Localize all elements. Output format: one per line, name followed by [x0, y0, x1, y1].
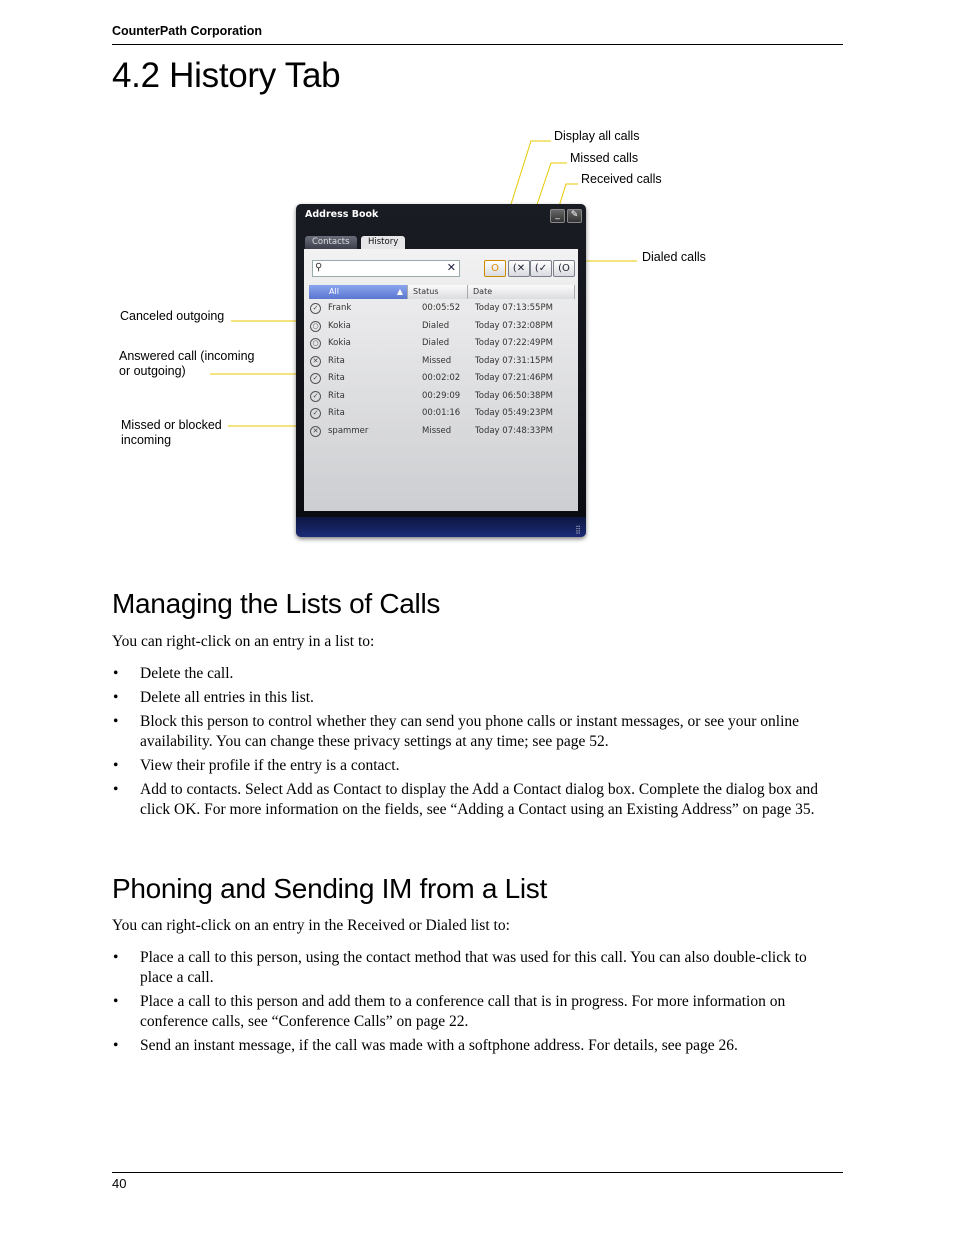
- list-item: • View their profile if the entry is a contact.: [112, 756, 842, 776]
- row-status: Dialed: [422, 320, 450, 331]
- call-status-icon: ○: [310, 338, 321, 349]
- sort-ascending-icon: ▲: [396, 287, 403, 296]
- page-number: 40: [112, 1176, 127, 1191]
- row-name: Rita: [328, 390, 345, 401]
- callout-dialed: Dialed calls: [642, 250, 706, 264]
- managing-list: [112, 664, 842, 824]
- table-row[interactable]: [309, 424, 575, 442]
- callout-missed-blocked-line1: Missed or blocked: [121, 418, 222, 432]
- call-status-icon: ✓: [310, 408, 321, 419]
- table-row[interactable]: [309, 319, 575, 337]
- window-footer-bar: [296, 517, 586, 537]
- minimize-button[interactable]: _: [550, 209, 565, 223]
- address-book-window: [296, 204, 586, 537]
- row-status: 00:29:09: [422, 390, 461, 401]
- phoning-heading: Phoning and Sending IM from a List: [112, 873, 547, 904]
- call-status-icon: ✓: [310, 391, 321, 402]
- column-header-all-label: All: [329, 287, 339, 296]
- resize-grip-icon[interactable]: ⣿: [575, 525, 581, 534]
- row-date: Today 07:21:46PM: [475, 373, 553, 383]
- row-status: Dialed: [422, 338, 450, 348]
- call-status-icon: ✓: [310, 373, 321, 384]
- call-status-icon: ○: [310, 321, 321, 332]
- company-name: CounterPath Corporation: [112, 24, 262, 38]
- row-name: spammer: [328, 425, 369, 436]
- callout-answered: [119, 349, 254, 379]
- table-row[interactable]: [309, 406, 575, 424]
- managing-lead: You can right-click on an entry in a list to:: [112, 633, 375, 650]
- callout-answered-line2: or outgoing): [119, 364, 186, 378]
- callout-canceled-outgoing: Canceled outgoing: [120, 309, 225, 323]
- managing-heading: Managing the Lists of Calls: [112, 588, 441, 619]
- row-status: Missed: [422, 355, 452, 366]
- row-status: 00:01:16: [422, 408, 461, 418]
- row-name: Kokia: [328, 338, 351, 348]
- callout-answered-line1: Answered call (incoming: [119, 349, 255, 363]
- window-title: Address Book: [305, 209, 379, 220]
- table-row[interactable]: [309, 389, 575, 407]
- row-name: Kokia: [328, 320, 351, 331]
- row-date: Today 07:22:49PM: [475, 338, 553, 348]
- table-row[interactable]: [309, 354, 575, 372]
- call-status-icon: ✓: [310, 303, 321, 314]
- row-date: Today 07:31:15PM: [475, 355, 553, 366]
- tab-history[interactable]: History: [361, 236, 405, 249]
- row-date: Today 07:32:08PM: [475, 320, 553, 331]
- filter-received-calls-button[interactable]: (✓: [530, 260, 552, 277]
- row-status: 00:02:02: [422, 373, 461, 383]
- filter-all-calls-button[interactable]: O: [484, 260, 506, 277]
- phoning-lead: You can right-click on an entry in the Received or Dialed list to:: [112, 917, 510, 934]
- row-name: Rita: [328, 408, 345, 418]
- callout-missed: Missed calls: [570, 151, 639, 165]
- phoning-list: [112, 948, 842, 1060]
- row-date: Today 07:13:55PM: [475, 303, 553, 313]
- row-name: Rita: [328, 373, 345, 383]
- clear-search-button[interactable]: ✕: [446, 261, 456, 274]
- list-item: • Add to contacts. Select Add as Contact to display the Add a Contact dialog box. Complete the dialog box and click OK. For more information on the fields, see “Adding a Contact using an Existing Address” on page 35.: [112, 780, 842, 820]
- callout-missed-blocked-line2: incoming: [121, 433, 172, 447]
- edit-icon[interactable]: ✎: [567, 209, 582, 223]
- row-date: Today 05:49:23PM: [475, 408, 553, 418]
- callout-missed-blocked: [121, 418, 222, 448]
- table-row[interactable]: [309, 371, 575, 389]
- column-header-date[interactable]: Date: [468, 285, 575, 299]
- row-name: Rita: [328, 355, 345, 366]
- list-item: • Place a call to this person, using the contact method that was used for this call. You can also double-click to place a call.: [112, 948, 842, 988]
- list-item: • Place a call to this person and add them to a conference call that is in progress. For more information on conference calls, see “Conference Calls” on page 22.: [112, 992, 842, 1032]
- row-status: 00:05:52: [422, 303, 461, 313]
- list-item: • Block this person to control whether they can send you phone calls or instant messages, or see your online availability. You can change these privacy settings at any time; see page 52.: [112, 712, 842, 752]
- list-item: • Delete all entries in this list.: [112, 688, 842, 708]
- filter-missed-calls-button[interactable]: (✕: [508, 260, 530, 277]
- row-name: Frank: [328, 303, 352, 313]
- call-status-icon: ✕: [310, 356, 321, 367]
- filter-dialed-calls-button[interactable]: (O: [553, 260, 575, 277]
- list-item: • Delete the call.: [112, 664, 842, 684]
- column-header-status[interactable]: Status: [408, 285, 468, 299]
- callout-received: Received calls: [581, 172, 662, 186]
- row-date: Today 06:50:38PM: [475, 390, 553, 401]
- tab-contacts[interactable]: Contacts: [305, 236, 357, 249]
- row-status: Missed: [422, 425, 452, 436]
- callout-display-all: Display all calls: [554, 129, 640, 143]
- search-icon: ⚲: [315, 262, 323, 273]
- call-history-list: [309, 301, 575, 441]
- row-date: Today 07:48:33PM: [475, 425, 553, 436]
- table-row[interactable]: [309, 336, 575, 354]
- column-header-all[interactable]: [309, 285, 408, 299]
- footer-rule: [112, 1172, 843, 1173]
- list-item: • Send an instant message, if the call was made with a softphone address. For details, see page 26.: [112, 1036, 842, 1056]
- call-status-icon: ✕: [310, 426, 321, 437]
- search-input[interactable]: [312, 260, 460, 277]
- history-panel: [304, 249, 578, 511]
- table-row[interactable]: [309, 301, 575, 319]
- section-title: 4.2 History Tab: [112, 56, 341, 95]
